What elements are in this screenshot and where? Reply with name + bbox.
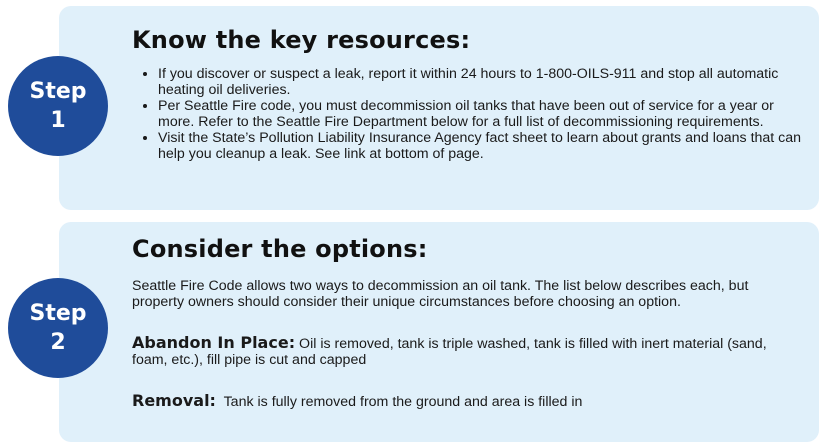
step-2-intro: Seattle Fire Code allows two ways to decommission an oil tank. The list below describes each, but property owners should consider their unique circumstances before choosing an option. [132, 278, 749, 310]
bullet-decommission-requirement: • Per Seattle Fire code, you must decommission oil tanks that have been out of service for a year or more. Refer to the Seattle Fire Department below for a full list of decommissioning requirements. [158, 98, 808, 130]
step-2-badge-word: Step [29, 301, 87, 326]
option-removal [132, 393, 792, 410]
step-1-badge-number: 1 [50, 108, 66, 133]
option-abandon-label: Abandon In Place: [132, 333, 296, 352]
step-1-bullet-list [144, 66, 808, 162]
step-2-badge [8, 278, 108, 378]
option-removal-label: Removal: [132, 391, 216, 410]
step-2-title: Consider the options: [132, 235, 428, 263]
option-abandon-text: Oil is removed, tank is triple washed, tank is filled with inert material (sand, foam, etc.), fill pipe is cut and capped [132, 336, 767, 368]
step-1-badge [8, 56, 108, 156]
bullet-insurance-agency: • Visit the State’s Pollution Liability Insurance Agency fact sheet to learn about grants and loans that can help you cleanup a leak. See link at bottom of page. [158, 130, 808, 162]
option-abandon-in-place [132, 335, 792, 368]
option-removal-text: Tank is fully removed from the ground and area is filled in [223, 394, 583, 410]
step-1-badge-word: Step [29, 79, 87, 104]
step-2-badge-number: 2 [50, 330, 66, 355]
step-1-title: Know the key resources: [132, 26, 471, 54]
bullet-report-leak: • If you discover or suspect a leak, report it within 24 hours to 1-800-OILS-911 and stop all automatic heating oil deliveries. [158, 66, 808, 98]
